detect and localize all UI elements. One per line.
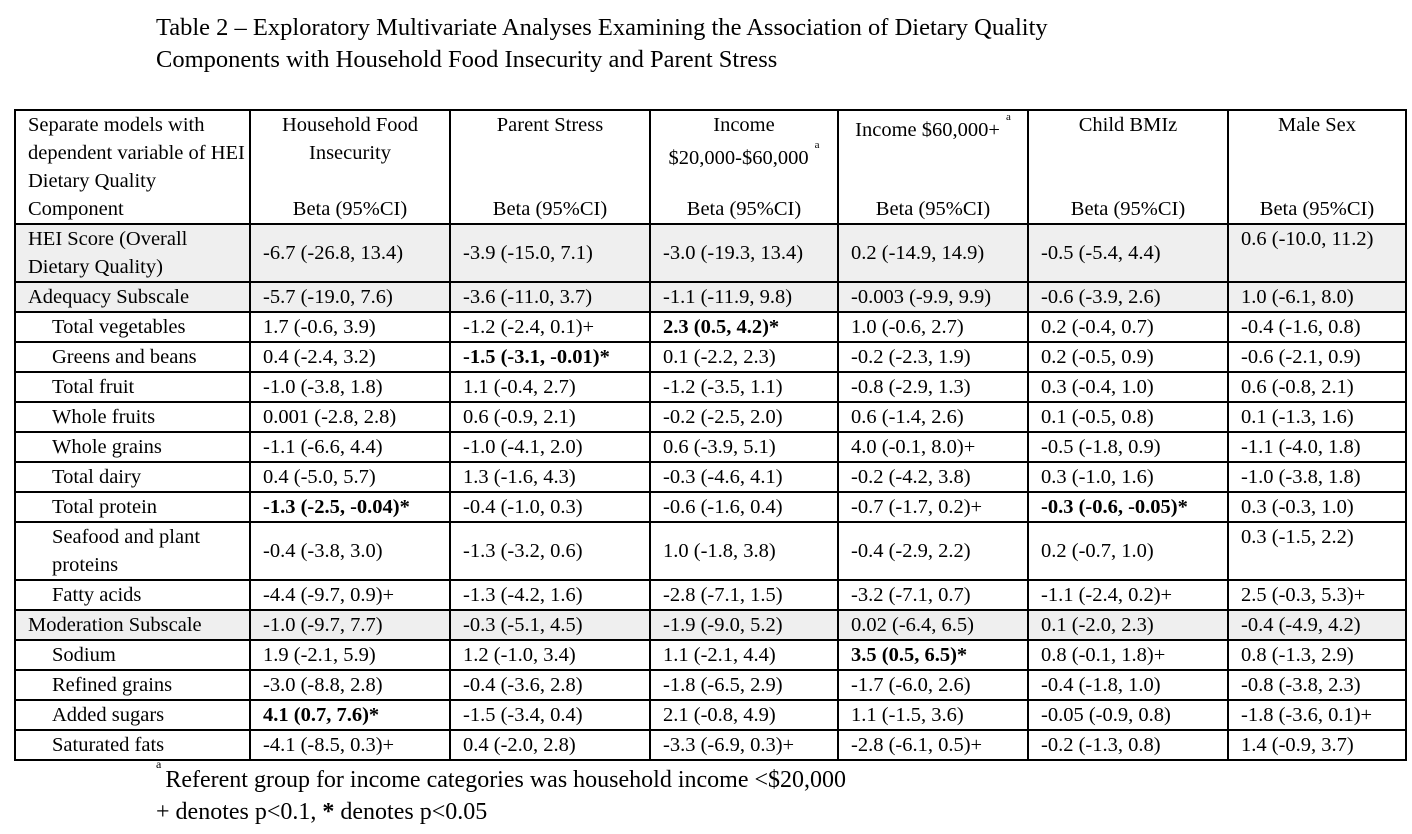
significant-value: 4.1 (0.7, 7.6)* [263,704,380,726]
column-header [650,110,838,224]
table-row [15,342,1406,372]
table-row [15,522,1406,580]
table-cell: 0.1 (-2.2, 2.3) [650,342,838,372]
table-cell: 2.1 (-0.8, 4.9) [650,700,838,730]
table-cell: 0.8 (-1.3, 2.9) [1228,640,1406,670]
table-cell: -3.3 (-6.9, 0.3)+ [650,730,838,760]
table-cell: -1.0 (-9.7, 7.7) [250,610,450,640]
table-cell: 0.2 (-0.5, 0.9) [1028,342,1228,372]
table-row [15,580,1406,610]
row-label: Added sugars [15,700,250,730]
table-cell: -0.3 (-5.1, 4.5) [450,610,650,640]
row-label: Refined grains [15,670,250,700]
table-cell: -0.5 (-5.4, 4.4) [1028,224,1228,282]
table-cell: 1.4 (-0.9, 3.7) [1228,730,1406,760]
table-cell: -0.2 (-4.2, 3.8) [838,462,1028,492]
table-cell [650,312,838,342]
table-row [15,402,1406,432]
footnote-star-symbol: * [322,799,335,825]
column-header [1028,110,1228,224]
table-cell: -1.1 (-4.0, 1.8) [1228,432,1406,462]
table-cell: -1.8 (-6.5, 2.9) [650,670,838,700]
table-cell: 0.6 (-0.9, 2.1) [450,402,650,432]
table-cell: -1.0 (-3.8, 1.8) [1228,462,1406,492]
table-cell: 1.1 (-2.1, 4.4) [650,640,838,670]
footnote-star-text: denotes p<0.05 [334,799,488,825]
table-row [15,670,1406,700]
table-cell: 0.3 (-0.4, 1.0) [1028,372,1228,402]
table-row [15,432,1406,462]
table-cell: -0.05 (-0.9, 0.8) [1028,700,1228,730]
column-header-name [845,111,1021,144]
table-cell: -0.3 (-4.6, 4.1) [650,462,838,492]
row-label: HEI Score (Overall Dietary Quality) [15,224,250,282]
row-header-text: Separate models with dependent variable of HEI Dietary Quality Component [28,114,245,220]
row-label: Total vegetables [15,312,250,342]
row-label: Sodium [15,640,250,670]
table-cell: 0.6 (-10.0, 11.2) [1228,224,1406,282]
table-cell: -1.8 (-3.6, 0.1)+ [1228,700,1406,730]
header-row [15,110,1406,224]
column-header-name-text: Income $60,000+ [855,118,1000,141]
column-header-footnote-marker: a [1005,111,1011,123]
column-header [450,110,650,224]
row-label: Total fruit [15,372,250,402]
caption-line-2: Components with Household Food Insecurity and Parent Stress [156,46,778,73]
column-header-stat: Beta (95%CI) [875,198,991,220]
column-header-name-text: Child BMIz [1078,114,1178,136]
column-header-name [1035,111,1221,139]
column-header-stat: Beta (95%CI) [686,198,802,220]
significant-value: -1.3 (-2.5, -0.04)* [263,496,410,518]
table-cell: 1.0 (-1.8, 3.8) [650,522,838,580]
table-cell: -3.0 (-8.8, 2.8) [250,670,450,700]
column-header [1228,110,1406,224]
table-cell: -0.6 (-2.1, 0.9) [1228,342,1406,372]
table-row [15,224,1406,282]
caption-line-1: Table 2 – Exploratory Multivariate Analyses Examining the Association of Dietary Quality [156,14,1048,41]
table-cell: -1.7 (-6.0, 2.6) [838,670,1028,700]
table-cell: -1.0 (-4.1, 2.0) [450,432,650,462]
table-footnotes [156,758,1056,828]
table-cell: 4.0 (-0.1, 8.0)+ [838,432,1028,462]
table-cell: 1.7 (-0.6, 3.9) [250,312,450,342]
table-cell: 0.6 (-1.4, 2.6) [838,402,1028,432]
row-label: Saturated fats [15,730,250,760]
table-cell: -1.1 (-11.9, 9.8) [650,282,838,312]
column-header-stat: Beta (95%CI) [292,198,408,220]
table-cell: 0.4 (-5.0, 5.7) [250,462,450,492]
significant-value: 3.5 (0.5, 6.5)* [851,644,968,666]
column-header [250,110,450,224]
column-header-stat: Beta (95%CI) [492,198,608,220]
table-cell: -4.4 (-9.7, 0.9)+ [250,580,450,610]
table-cell: 0.4 (-2.4, 3.2) [250,342,450,372]
table-cell: 0.2 (-0.4, 0.7) [1028,312,1228,342]
table-cell: -0.8 (-2.9, 1.3) [838,372,1028,402]
table-cell: 0.1 (-1.3, 1.6) [1228,402,1406,432]
table-cell: -2.8 (-7.1, 1.5) [650,580,838,610]
table-cell: 1.0 (-0.6, 2.7) [838,312,1028,342]
row-label: Whole grains [15,432,250,462]
table-cell: -5.7 (-19.0, 7.6) [250,282,450,312]
column-header-name [257,111,443,167]
table-cell: -4.1 (-8.5, 0.3)+ [250,730,450,760]
table-cell: 0.3 (-1.5, 2.2) [1228,522,1406,580]
footnote-referent [156,758,1056,796]
column-header-name [457,111,643,139]
column-header-stat: Beta (95%CI) [1259,198,1375,220]
column-header [838,110,1028,224]
table-cell [1028,492,1228,522]
table-cell: 1.9 (-2.1, 5.9) [250,640,450,670]
table-cell: -0.2 (-1.3, 0.8) [1028,730,1228,760]
table-row [15,312,1406,342]
table-cell: 0.2 (-0.7, 1.0) [1028,522,1228,580]
table-cell: -1.2 (-2.4, 0.1)+ [450,312,650,342]
row-label: Seafood and plant proteins [15,522,250,580]
table-cell: -0.003 (-9.9, 9.9) [838,282,1028,312]
table-cell: 0.001 (-2.8, 2.8) [250,402,450,432]
table-cell: -3.9 (-15.0, 7.1) [450,224,650,282]
table-row [15,610,1406,640]
significant-value: -0.3 (-0.6, -0.05)* [1041,496,1188,518]
significant-value: -1.5 (-3.1, -0.01)* [463,346,610,368]
table-cell: 0.2 (-14.9, 14.9) [838,224,1028,282]
table-cell: 0.4 (-2.0, 2.8) [450,730,650,760]
footnote-plus-text: + denotes p<0.1, [156,799,323,825]
table-cell [450,342,650,372]
table-cell [250,492,450,522]
table-cell: 0.6 (-3.9, 5.1) [650,432,838,462]
table-cell: -0.8 (-3.8, 2.3) [1228,670,1406,700]
table-cell: -0.5 (-1.8, 0.9) [1028,432,1228,462]
table-row [15,730,1406,760]
table-caption [156,12,1306,76]
table-cell: -6.7 (-26.8, 13.4) [250,224,450,282]
table-cell: -0.6 (-3.9, 2.6) [1028,282,1228,312]
table-cell: 1.1 (-0.4, 2.7) [450,372,650,402]
significant-value: 2.3 (0.5, 4.2)* [663,316,780,338]
table-cell: -0.6 (-1.6, 0.4) [650,492,838,522]
table-cell: -0.2 (-2.5, 2.0) [650,402,838,432]
table-cell: -1.3 (-3.2, 0.6) [450,522,650,580]
column-header-name [657,111,831,172]
column-header-name-text: Income $20,000-$60,000 [668,114,809,169]
table-cell: -1.2 (-3.5, 1.1) [650,372,838,402]
row-label: Adequacy Subscale [15,282,250,312]
footnote-referent-text: Referent group for income categories was household income <$20,000 [165,767,846,793]
row-label: Whole fruits [15,402,250,432]
table-cell: -1.1 (-6.6, 4.4) [250,432,450,462]
table-cell: 1.3 (-1.6, 4.3) [450,462,650,492]
table-cell: -3.6 (-11.0, 3.7) [450,282,650,312]
table-row [15,282,1406,312]
table-cell [838,640,1028,670]
table-row [15,492,1406,522]
table-cell: -0.7 (-1.7, 0.2)+ [838,492,1028,522]
column-header-name-text: Parent Stress [496,114,604,136]
table-row [15,372,1406,402]
row-label: Total dairy [15,462,250,492]
footnote-marker: a [156,757,162,771]
table-cell: 0.3 (-1.0, 1.6) [1028,462,1228,492]
table-row [15,640,1406,670]
column-header-stat: Beta (95%CI) [1070,198,1186,220]
table-cell [250,700,450,730]
table-cell: -1.3 (-4.2, 1.6) [450,580,650,610]
column-header-footnote-marker: a [814,139,820,151]
table-cell: -0.4 (-2.9, 2.2) [838,522,1028,580]
table-cell: -0.4 (-3.6, 2.8) [450,670,650,700]
table-cell: -1.9 (-9.0, 5.2) [650,610,838,640]
results-table [14,109,1407,761]
column-header-name-text: Male Sex [1278,114,1356,136]
table-cell: 2.5 (-0.3, 5.3)+ [1228,580,1406,610]
table-cell: 0.3 (-0.3, 1.0) [1228,492,1406,522]
table-cell: -1.0 (-3.8, 1.8) [250,372,450,402]
table-cell: 1.2 (-1.0, 3.4) [450,640,650,670]
table-cell: -3.2 (-7.1, 0.7) [838,580,1028,610]
table-cell: 0.1 (-0.5, 0.8) [1028,402,1228,432]
table-cell: 0.02 (-6.4, 6.5) [838,610,1028,640]
column-header-name [1235,111,1399,139]
table-cell: 0.8 (-0.1, 1.8)+ [1028,640,1228,670]
table-cell: 1.0 (-6.1, 8.0) [1228,282,1406,312]
table-cell: -0.4 (-1.8, 1.0) [1028,670,1228,700]
table-cell: -0.4 (-3.8, 3.0) [250,522,450,580]
table-cell: -0.2 (-2.3, 1.9) [838,342,1028,372]
row-label: Fatty acids [15,580,250,610]
table-cell: -3.0 (-19.3, 13.4) [650,224,838,282]
row-label: Moderation Subscale [15,610,250,640]
footnote-significance [156,796,1056,828]
table-cell: 1.1 (-1.5, 3.6) [838,700,1028,730]
column-header-name-text: Household Food Insecurity [281,114,419,164]
table-cell: -1.5 (-3.4, 0.4) [450,700,650,730]
table-cell: 0.6 (-0.8, 2.1) [1228,372,1406,402]
row-header-label [15,110,250,224]
table-cell: -0.4 (-4.9, 4.2) [1228,610,1406,640]
table-row [15,700,1406,730]
table-cell: -2.8 (-6.1, 0.5)+ [838,730,1028,760]
table-cell: 0.1 (-2.0, 2.3) [1028,610,1228,640]
row-label: Total protein [15,492,250,522]
table-cell: -0.4 (-1.6, 0.8) [1228,312,1406,342]
table-cell: -0.4 (-1.0, 0.3) [450,492,650,522]
table-cell: -1.1 (-2.4, 0.2)+ [1028,580,1228,610]
table-row [15,462,1406,492]
row-label: Greens and beans [15,342,250,372]
